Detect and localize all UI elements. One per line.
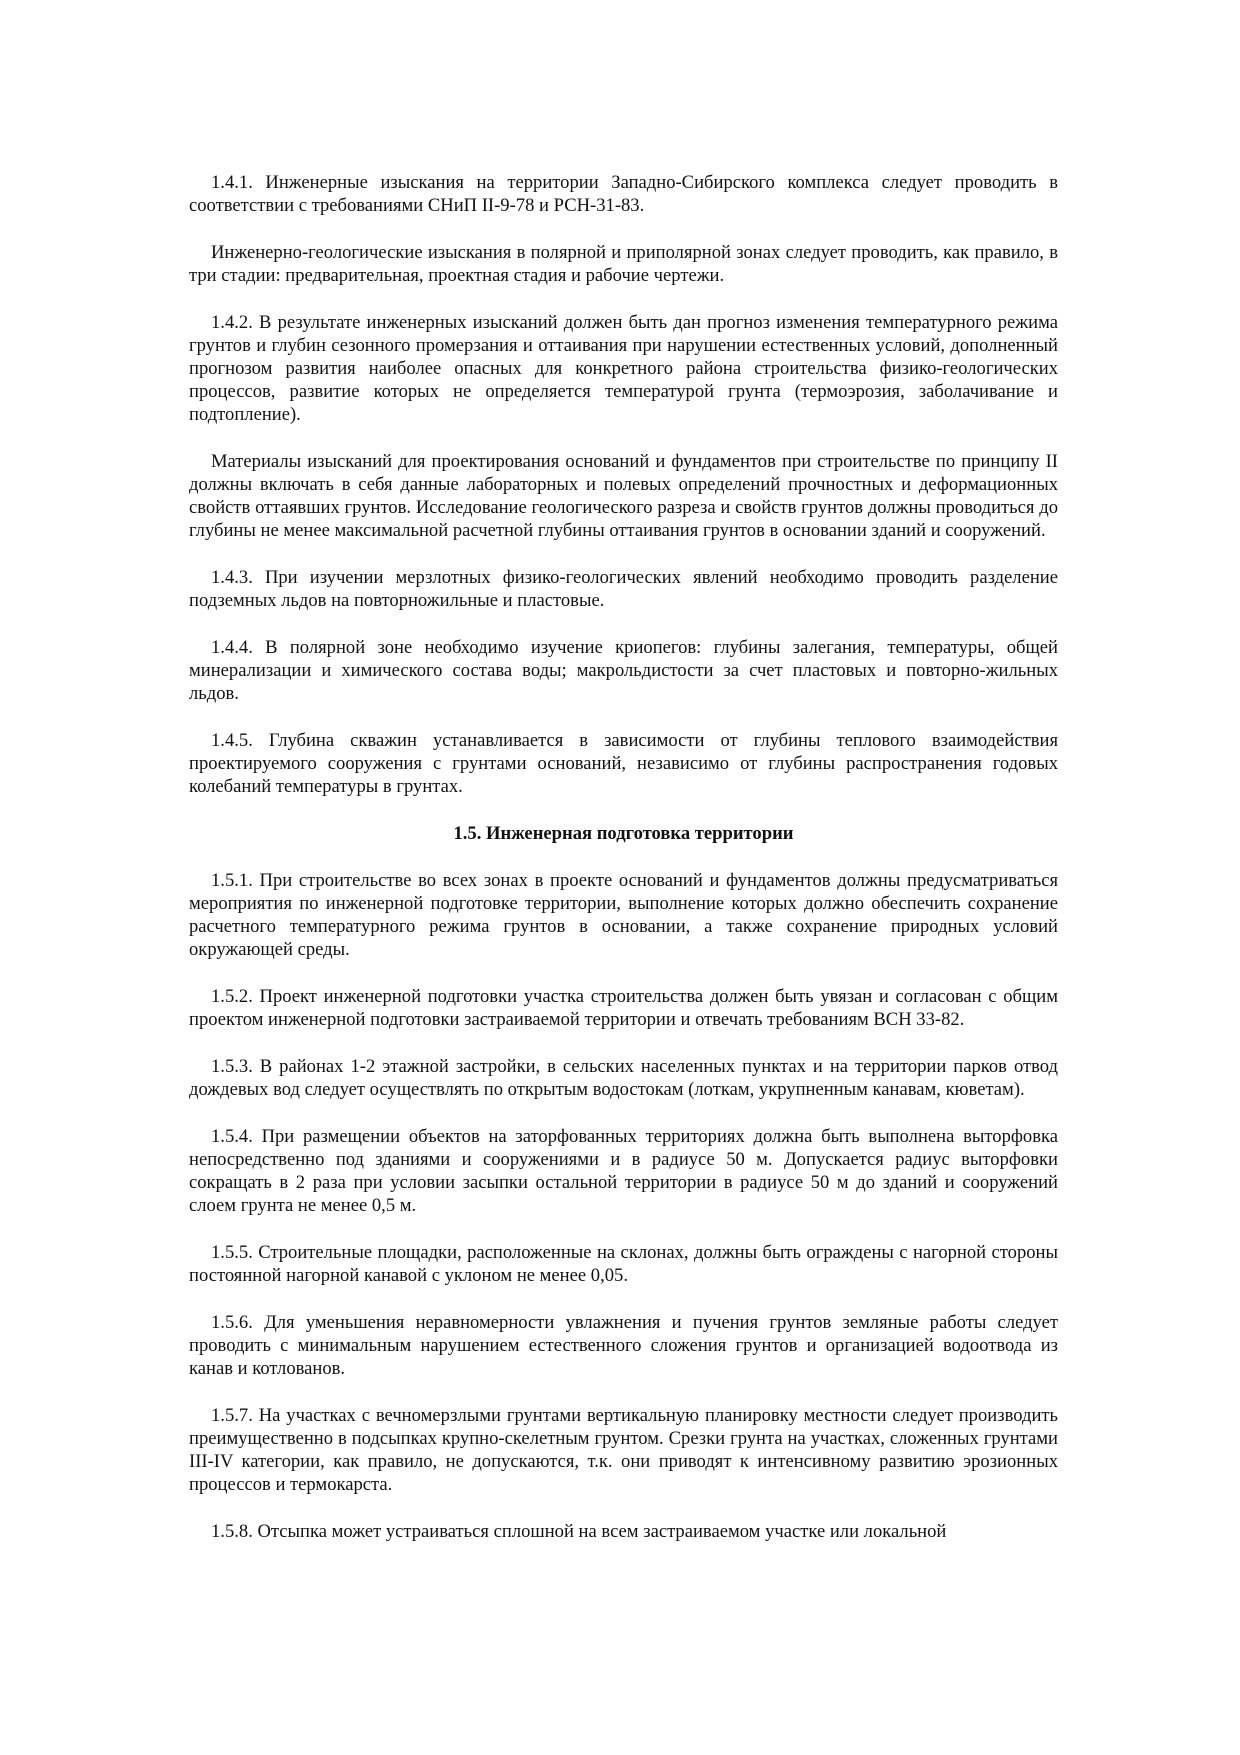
paragraph-1-5-6: 1.5.6. Для уменьшения неравномерности увлажнения и пучения грунтов земляные работы следует проводить с минимальным нарушением естественного сложения грунтов и организацией водоотвода из канав и котлованов.: [189, 1312, 1058, 1379]
section-heading-1-5: 1.5. Инженерная подготовка территории: [453, 823, 794, 844]
paragraph-1-4-1: 1.4.1. Инженерные изыскания на территории Западно-Сибирского комплекса следует проводить в соответствии с требованиями СНиП II-9-78 и РСН-31-83.: [189, 172, 1058, 216]
paragraph-1-4-2: 1.4.2. В результате инженерных изысканий должен быть дан прогноз изменения температурного режима грунтов и глубин сезонного промерзания и оттаивания при нарушении естественных условий, дополненный прогнозом развития наиболее опасных для конкретного района строительства физико-геологических процессов, развитие которых не определяется температурой грунта (термоэрозия, заболачивание и подтопление).: [189, 312, 1058, 425]
paragraph-survey-materials: Материалы изысканий для проектирования оснований и фундаментов при строительстве по принципу II должны включать в себя данные лабораторных и полевых определений прочностных и деформационных свойств оттаявших грунтов. Исследование геологического разреза и свойств грунтов должны проводиться до глубины не менее максимальной расчетной глубины оттаивания грунтов в основании зданий и сооружений.: [189, 451, 1058, 541]
paragraph-1-4-3: 1.4.3. При изучении мерзлотных физико-геологических явлений необходимо проводить разделение подземных льдов на повторножильные и пластовые.: [189, 567, 1058, 611]
paragraph-1-5-7: 1.5.7. На участках с вечномерзлыми грунтами вертикальную планировку местности следует производить преимущественно в подсыпках крупно-скелетным грунтом. Срезки грунта на участках, сложенных грунтами III-IV категории, как правило, не допускаются, т.к. они приводят к интенсивному развитию эрозионных процессов и термокарста.: [189, 1405, 1058, 1495]
paragraph-1-5-5: 1.5.5. Строительные площадки, расположенные на склонах, должны быть ограждены с нагорной стороны постоянной нагорной канавой с уклоном не менее 0,05.: [189, 1242, 1058, 1286]
paragraph-1-5-4: 1.5.4. При размещении объектов на заторфованных территориях должна быть выполнена выторфовка непосредственно под зданиями и сооружениями и в радиусе 50 м. Допускается радиус выторфовки сокращать в 2 раза при условии засыпки остальной территории в радиусе 50 м до зданий и сооружений слоем грунта не менее 0,5 м.: [189, 1126, 1058, 1216]
paragraph-1-5-2: 1.5.2. Проект инженерной подготовки участка строительства должен быть увязан и согласован с общим проектом инженерной подготовки застраиваемой территории и отвечать требованиям ВСН 33-82.: [189, 986, 1058, 1030]
paragraph-survey-stages: Инженерно-геологические изыскания в полярной и приполярной зонах следует проводить, как правило, в три стадии: предварительная, проектная стадия и рабочие чертежи.: [189, 242, 1058, 286]
paragraph-1-5-8: 1.5.8. Отсыпка может устраиваться сплошной на всем застраиваемом участке или локальной: [211, 1521, 947, 1542]
paragraph-1-5-1: 1.5.1. При строительстве во всех зонах в проекте оснований и фундаментов должны предусматриваться мероприятия по инженерной подготовке территории, выполнение которых должно обеспечить сохранение расчетного температурного режима грунтов в основании, а также сохранение природных условий окружающей среды.: [189, 870, 1058, 960]
paragraph-1-5-3: 1.5.3. В районах 1-2 этажной застройки, в сельских населенных пунктах и на территории парков отвод дождевых вод следует осуществлять по открытым водостокам (лоткам, укрупненным канавам, кюветам).: [189, 1056, 1058, 1100]
document-page: [189, 171, 1058, 1543]
paragraph-1-4-4: 1.4.4. В полярной зоне необходимо изучение криопегов: глубины залегания, температуры, общей минерализации и химического состава воды; макрольдистости за счет пластовых и повторно-жильных льдов.: [189, 637, 1058, 704]
paragraph-1-4-5: 1.4.5. Глубина скважин устанавливается в зависимости от глубины теплового взаимодействия проектируемого сооружения с грунтами оснований, независимо от глубины распространения годовых колебаний температуры в грунтах.: [189, 730, 1058, 797]
